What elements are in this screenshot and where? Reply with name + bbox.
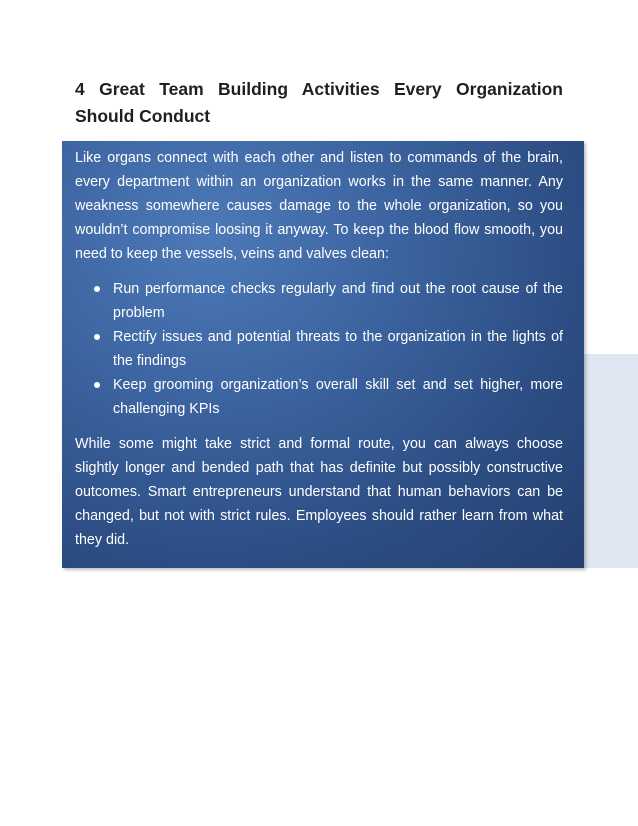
bullet-list [75,277,563,421]
bullet-item [75,277,563,325]
bullet-dot-icon [94,286,100,292]
intro-paragraph: Like organs connect with each other and listen to commands of the brain, every department within an organization works in the same manner. Any weakness somewhere causes damage to the whole organization, so you wouldn’t compromise loosing it anyway. To keep the blood flow smooth, you need to keep the vessels, veins and valves clean: [75,150,563,262]
bullet-item [75,373,563,421]
bullet-dot-icon [94,382,100,388]
bullet-item [75,325,563,373]
bullet-text: Rectify issues and potential threats to the organization in the lights of the findings [113,329,563,369]
document-title: 4 Great Team Building Activities Every Organization Should Conduct [75,79,563,126]
callout-box [62,141,584,568]
bullet-dot-icon [94,334,100,340]
bullet-text: Keep grooming organization’s overall skill set and set higher, more challenging KPIs [113,377,563,417]
closing-paragraph: While some might take strict and formal route, you can always choose slightly longer and bended path that has definite but possibly constructive outcomes. Smart entrepreneurs understand that human behaviors can be changed, but not with strict rules. Employees should rather learn from what they did. [75,436,563,548]
bullet-text: Run performance checks regularly and find out the root cause of the problem [113,281,563,321]
